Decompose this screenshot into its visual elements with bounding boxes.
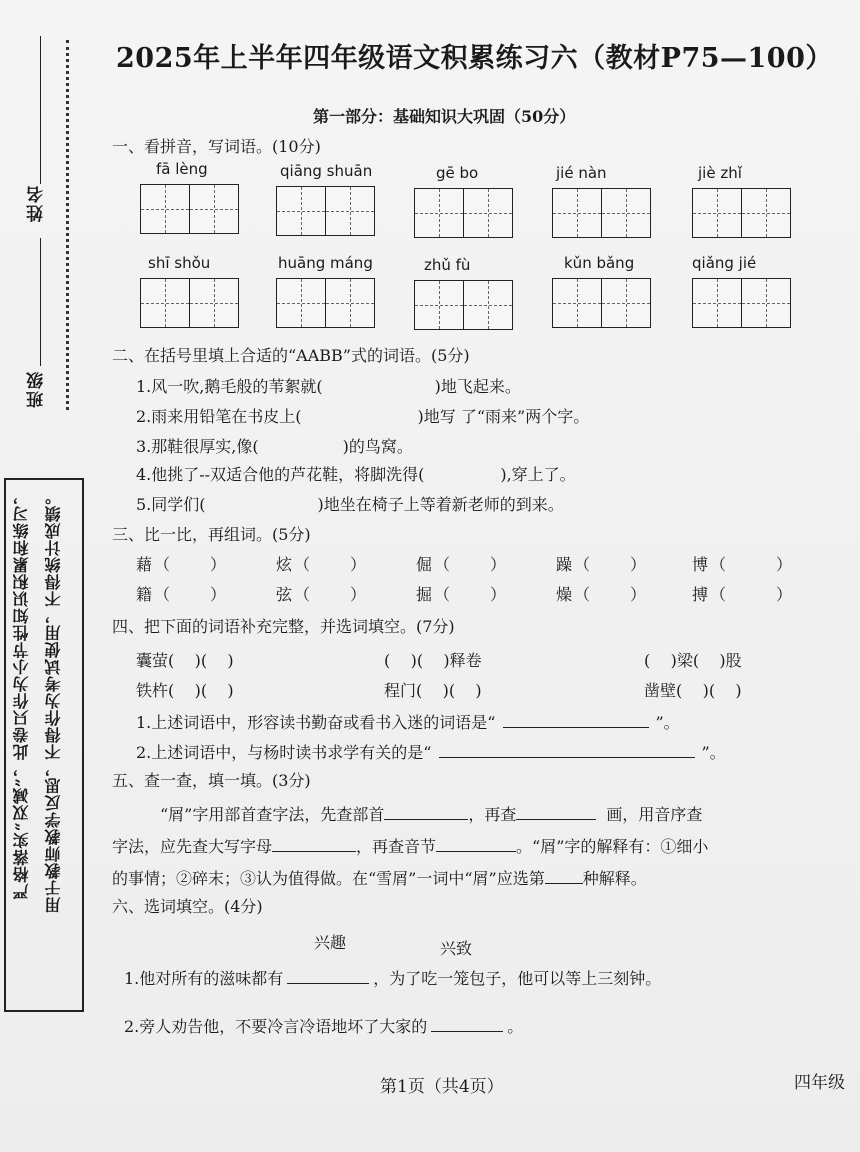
q-text: 。: [507, 1017, 524, 1036]
q-text: 5.同学们(: [136, 495, 206, 514]
q-text: 画，用音序查: [606, 805, 703, 824]
compare-char: 博: [692, 555, 709, 574]
paren-open: （: [574, 585, 591, 604]
answer-blank[interactable]: [431, 1031, 503, 1032]
s2-q3: [136, 434, 413, 457]
name-label: 姓名: [27, 184, 47, 222]
s4-q2: [136, 740, 726, 763]
answer-blank[interactable]: [384, 819, 468, 820]
s2-q4: [136, 462, 576, 485]
s4-heading: 四、把下面的词语补充完整，并选词填空。(7分): [112, 617, 455, 636]
choice-word: 兴趣: [314, 933, 347, 952]
s1-heading: 一、看拼音，写词语。(10分): [112, 137, 321, 156]
name-line: [40, 36, 41, 184]
q-text: )地写 了“雨来”两个字。: [417, 407, 590, 426]
char-grid[interactable]: [140, 184, 239, 234]
compare-paren[interactable]: [154, 552, 226, 575]
s5-heading: 五、查一查，填一填。(3分): [112, 771, 311, 790]
q-text: ，再查: [468, 805, 517, 824]
idiom-fill[interactable]: 程门( )( ): [384, 681, 482, 700]
paren-open: （: [574, 555, 591, 574]
q-close: ”。: [701, 743, 726, 762]
choice-word: 兴致: [440, 939, 473, 958]
q-text: 3.那鞋很厚实,像(: [136, 437, 259, 456]
binding-dots: [66, 40, 69, 410]
paren-open: （: [154, 585, 171, 604]
s4-q1: [136, 710, 680, 733]
paren-open: （: [434, 585, 451, 604]
answer-blank[interactable]: [287, 983, 369, 984]
compare-char: 弦: [276, 585, 293, 604]
char-grid[interactable]: [140, 278, 239, 328]
compare-paren[interactable]: [154, 582, 226, 605]
paren-close: ）: [776, 555, 793, 574]
idiom-fill[interactable]: ( )( )释卷: [384, 651, 482, 670]
compare-paren[interactable]: [574, 552, 646, 575]
compare-paren[interactable]: [434, 582, 506, 605]
char-grid[interactable]: [692, 188, 791, 238]
answer-blank[interactable]: [272, 851, 356, 852]
compare-char: 燥: [556, 585, 573, 604]
char-grid[interactable]: [276, 186, 375, 236]
compare-char: 籍: [136, 585, 153, 604]
s6-q1: [124, 966, 661, 989]
paren-close: ）: [490, 555, 507, 574]
char-grid[interactable]: [552, 278, 651, 328]
char-grid[interactable]: [414, 280, 513, 330]
idiom-fill[interactable]: 囊萤( )( ): [136, 651, 234, 670]
char-grid[interactable]: [414, 188, 513, 238]
class-label: 班级: [27, 370, 47, 408]
answer-blank[interactable]: [545, 883, 583, 884]
s6-q2: [124, 1014, 523, 1037]
char-grid[interactable]: [692, 278, 791, 328]
compare-char: 炫: [276, 555, 293, 574]
s2-heading: 二、在括号里填上合适的“AABB”式的词语。(5分): [112, 346, 470, 365]
q-text: 的事情；②碎末；③认为值得做。在“雪屑”一词中“屑”应选第: [112, 869, 545, 888]
s2-q2: [136, 404, 589, 427]
q-text: 1.上述词语中，形容读书勤奋或看书入迷的词语是“: [136, 713, 496, 732]
q-text: 1.风一吹,鹅毛般的苇絮就(: [136, 377, 323, 396]
q-text: ),穿上了。: [500, 465, 576, 484]
page-title: 2025年上半年四年级语文积累练习六（教材P75—100）: [116, 43, 833, 74]
answer-blank[interactable]: [439, 757, 695, 758]
q-text: 1.他对所有的滋味都有: [124, 969, 284, 988]
compare-paren[interactable]: [710, 552, 792, 575]
q-text: )的鸟窝。: [342, 437, 413, 456]
s5-line1: [160, 802, 702, 825]
compare-paren[interactable]: [574, 582, 646, 605]
paren-open: （: [710, 585, 727, 604]
paren-open: （: [434, 555, 451, 574]
compare-paren[interactable]: [434, 552, 506, 575]
paren-open: （: [154, 555, 171, 574]
exam-paper: 姓名 班级 严格落实“双减”，此卷只作为小节性知识积累和练习， 用于教师教学反思，不得作为考试使用，不得统计成绩。 2025年上半年四年级语文积累练习六（教材P75—100） 第一部分：基础知识大巩固（50分） 一、看拼音，写词语。(10分) fā lèng qiāng shuān gē bo jié nàn jiè zhǐ shī shǒu huāng máng zhǔ fù kǔn bǎng qiǎng jié 二、在括号里填上合适的“AABB”式的词语。(5分) 1.风一吹,鹅毛般的苇絮就( )地飞起来。 2.雨来用铅笔在书皮上( )地写 了“雨来”两个字。 3.那鞋很厚实,像( )的鸟窝。 4.他挑了--双适合他的芦花鞋，将脚洗得( ),穿上了。 5.同学们( )地坐在椅子上等着新老师的到来。 三、比一比，再组词。(5分) 藉 （ ） 炫 （ ） 倔 （ ） 躁 （ ） 博 （ ） 籍 （ ） 弦 （ ） 掘 （ ） 燥 （ ） 搏 （ ） 四、把下面的词语补充完整，并选词填空。(7分) 囊萤( )( ) ( )( )释卷 ( )梁( )股 铁杵( )( ) 程门( )( ) 凿壁( )( ) 1.上述词语中，形容读书勤奋或看书入迷的词语是“ ”。 2.上述词语中，与杨时读书求学有关的是“ ”。 五、查一查，填一填。(3分) “屑”字用部首查字法，先查部首 ，再查 画，用音序查 字法，应先查大写字母 ，再查音节 。“屑”字的解释有：①细小 的事情；②碎末；③认为值得做。在“雪屑”一词中“屑”应选第 种解释。 六、选词填空。(4分) 兴趣 兴致 1.他对所有的滋味都有 ，为了吃一笼包子，他可以等上三刻钟。 2.旁人劝告他，不要冷言冷语地坏了大家的 。 第1页（共4页） 四年级: [0, 0, 860, 1152]
paren-close: ）: [350, 585, 367, 604]
q-text: “屑”字用部首查字法，先查部首: [160, 805, 385, 824]
q-text: )地坐在椅子上等着新老师的到来。: [317, 495, 564, 514]
paren-close: ）: [210, 555, 227, 574]
q-text: 2.上述词语中，与杨时读书求学有关的是“: [136, 743, 432, 762]
compare-paren[interactable]: [294, 552, 366, 575]
paren-close: ）: [630, 585, 647, 604]
compare-paren[interactable]: [710, 582, 792, 605]
idiom-fill[interactable]: ( )梁( )股: [644, 651, 742, 670]
compare-paren[interactable]: [294, 582, 366, 605]
paren-open: （: [294, 555, 311, 574]
part-one-title: 第一部分：基础知识大巩固（50分）: [313, 107, 576, 126]
notice-box: [4, 478, 84, 1012]
q-text: 字法，应先查大写字母: [112, 837, 273, 856]
q-text: 2.旁人劝告他，不要冷言冷语地坏了大家的: [124, 1017, 428, 1036]
answer-blank[interactable]: [503, 727, 649, 728]
q-text: )地飞起来。: [434, 377, 521, 396]
q-text: 种解释。: [582, 869, 647, 888]
compare-char: 掘: [416, 585, 433, 604]
s3-heading: 三、比一比，再组词。(5分): [112, 525, 311, 544]
page-footer: 第1页（共4页）: [380, 1077, 504, 1097]
class-line: [40, 238, 41, 366]
paren-close: ）: [776, 585, 793, 604]
compare-char: 躁: [556, 555, 573, 574]
paren-close: ）: [210, 585, 227, 604]
paren-close: ）: [630, 555, 647, 574]
notice-col1: 严格落实“双减”，此卷只作为小节性知识积累和练习，: [12, 488, 31, 900]
paren-open: （: [294, 585, 311, 604]
compare-char: 藉: [136, 555, 153, 574]
paren-close: ）: [350, 555, 367, 574]
answer-blank[interactable]: [436, 851, 516, 852]
s6-heading: 六、选词填空。(4分): [112, 897, 263, 916]
q-text: ，为了吃一笼包子，他可以等上三刻钟。: [373, 969, 662, 988]
q-text: ，再查音节: [356, 837, 437, 856]
idiom-fill[interactable]: 铁杵( )( ): [136, 681, 234, 700]
compare-char: 倔: [416, 555, 433, 574]
s5-line3: [112, 866, 647, 889]
paren-close: ）: [490, 585, 507, 604]
answer-blank[interactable]: [516, 819, 596, 820]
char-grid[interactable]: [552, 188, 651, 238]
q-text: 。“屑”字的解释有：①细小: [516, 837, 709, 856]
idiom-fill[interactable]: 凿壁( )( ): [644, 681, 742, 700]
compare-char: 搏: [692, 585, 709, 604]
s2-q5: [136, 492, 564, 515]
char-grid[interactable]: [276, 278, 375, 328]
notice-col2: 用于教师教学反思，不得作为考试使用，不得统计成绩。: [44, 488, 63, 913]
q-text: 2.雨来用铅笔在书皮上(: [136, 407, 302, 426]
s2-q1: [136, 374, 521, 397]
grade-label: 四年级: [794, 1073, 845, 1093]
s5-line2: [112, 834, 708, 857]
q-close: ”。: [655, 713, 680, 732]
paren-open: （: [710, 555, 727, 574]
q-text: 4.他挑了--双适合他的芦花鞋，将脚洗得(: [136, 465, 425, 484]
